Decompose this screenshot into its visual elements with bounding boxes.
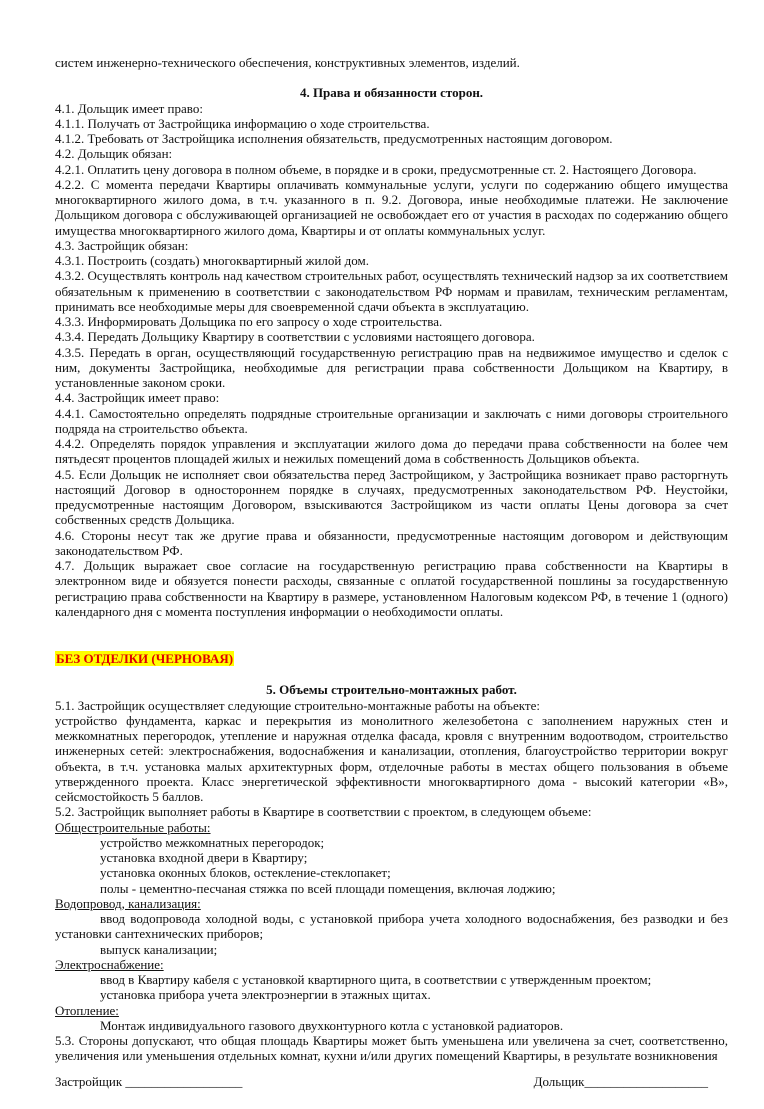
clause-4-paragraph: 4.3. Застройщик обязан: [55,237,189,253]
clause-4-paragraph: 4.4. Застройщик имеет право: [55,390,220,406]
highlighted-label: БЕЗ ОТДЕЛКИ (ЧЕРНОВАЯ) [56,651,234,666]
clause-4-paragraph: 4.2.1. Оплатить цену договора в полном объеме, в порядке и в сроки, предусмотренные ст. 2. Настоящего Договора. [55,161,697,177]
developer-signature: Застройщик __________________ [55,1073,243,1089]
works-item: установка прибора учета электроэнергии в этажных щитах. [100,987,431,1003]
section-4-title: 4. Права и обязанности сторон. [299,85,484,101]
works-list [55,820,728,1034]
section-4-body [55,101,728,620]
clause-4-paragraph: 4.3.3. Информировать Дольщика по его запросу о ходе строительства. [55,314,443,329]
clause-4-paragraph: 4.2. Дольщик обязан: [55,146,173,162]
works-item: ввод водопровода холодной воды, с установкой прибора учета холодного водоснабжения, без разводки и без установки сантехнических приборов; [55,911,728,942]
clause-4-paragraph: 4.1. Дольщик имеет право: [55,100,203,116]
works-item: устройство межкомнатных перегородок; [100,834,325,850]
intro-text: систем инженерно-технического обеспечения, конструктивных элементов, изделий. [55,55,520,70]
clause-5-3: 5.3. Стороны допускают, что общая площадь Квартиры может быть уменьшена или увеличена за счет, соответственно, увеличения или уменьшения отдельных комнат, кухни и/или других помещений Квартиры, в результате возникновения [55,1033,728,1064]
clause-4-paragraph: 4.4.1. Самостоятельно определять подрядные строительные организации и заключать с ними договоры строительного подряда на строительство объекта. [55,405,728,436]
clause-4-paragraph: 4.3.5. Передать в орган, осуществляющий государственную регистрацию прав на недвижимое имущество и сделок с ним, документы Застройщика, необходимые для регистрации права собственности Дольщиком на Квартиру, в установленные законом сроки. [55,344,728,390]
signature-footer [55,1074,728,1089]
clause-5-1: 5.1. Застройщик осуществляет следующие строительно-монтажные работы на объекте: [55,697,540,713]
section-5-title: 5. Объемы строительно-монтажных работ. [266,682,517,698]
clause-4-paragraph: 4.3.1. Построить (создать) многоквартирный жилой дом. [55,253,369,268]
works-group-heading: Общестроительные работы: [55,819,211,835]
clause-4-paragraph: 4.2.2. С момента передачи Квартиры оплачивать коммунальные услуги, услуги по содержанию общего имущества многоквартирного жилого дома, в т.ч. указанного в п. 9.2. Договора, иные необходимые платежи. Не заключение Дольщиком договора с обслуживающей организацией не освобождает его от участия в расходах по содержанию общего имущества многоквартирного жилого дома, Квартиры и от оплаты коммунальных услуг. [55,176,728,238]
clause-5-2: 5.2. Застройщик выполняет работы в Квартире в соответствии с проектом, в следующем объеме: [55,804,592,820]
works-group-heading: Отопление: [55,1002,119,1018]
works-group-heading: Электроснабжение: [55,956,164,972]
clause-5-1-body: устройство фундамента, каркас и перекрытия из монолитного железобетона с заполнением наружных стен и межкомнатных перегородок, утепление и наружная отделка фасада, кровля с внутренним водоотводом, строительство инженерных сетей: электроснабжения, водоснабжения и канализации, отопления, благоустройство территории вокруг объекта, в т.ч. установка малых архитектурных форм, отделочные работы в местах общего пользования в объеме утвержденного проекта. Класс энергетической эффективности многоквартирного дома - высокий категории «В», сейсмостойкость 5 баллов. [55,712,728,804]
shareholder-signature: Дольщик___________________ [533,1073,708,1089]
finish-type-note [55,651,728,666]
works-item: выпуск канализации; [100,941,218,957]
works-item: ввод в Квартиру кабеля с установкой квартирного щита, в соответствии с утвержденным проектом; [100,972,652,987]
works-item: полы - цементно-песчаная стяжка по всей площади помещения, включая лоджию; [100,880,556,896]
works-item: установка входной двери в Квартиру; [100,850,308,865]
clause-4-paragraph: 4.7. Дольщик выражает свое согласие на государственную регистрацию права собственности на Квартиры в электронном виде и обязуется понести расходы, связанные с оплатой государственной пошлины за государственную регистрацию права собственности на Квартиру в размере, установленном Налоговым кодексом РФ, в течение 1 (одного) календарного дня с момента поступления информации о необходимости оплаты. [55,558,728,619]
clause-4-paragraph: 4.3.4. Передать Дольщику Квартиру в соответствии с условиями настоящего договора. [55,329,535,345]
clause-4-paragraph: 4.3.2. Осуществлять контроль над качеством строительных работ, осуществлять технический надзор за их соответствием обязательным к применению в соответствии с законодательством РФ нормам и правилам, техническим регламентам, принимать все необходимые меры для своевременной сдачи объекта в эксплуатацию. [55,268,728,314]
works-item: Монтаж индивидуального газового двухконтурного котла с установкой радиаторов. [100,1017,564,1033]
clause-4-paragraph: 4.6. Стороны несут так же другие права и обязанности, предусмотренные настоящим договором и действующим законодательством РФ. [55,527,728,558]
works-item: установка оконных блоков, остекление-стеклопакет; [100,865,391,881]
works-group-heading: Водопровод, канализация: [55,895,201,911]
clause-4-paragraph: 4.1.1. Получать от Застройщика информацию о ходе строительства. [55,115,430,131]
clause-4-paragraph: 4.1.2. Требовать от Застройщика исполнения обязательств, предусмотренных настоящим договором. [55,131,613,146]
clause-4-paragraph: 4.4.2. Определять порядок управления и эксплуатации жилого дома до передачи права собственности на более чем пятьдесят процентов площадей жилых и нежилых помещений дома в собственность Дольщиков объекта. [55,436,728,467]
clause-4-paragraph: 4.5. Если Дольщик не исполняет свои обязательства перед Застройщиком, у Застройщика возникает право расторгнуть настоящий Договор в одностороннем порядке в случаях, предусмотренных законодательством РФ. Неустойки, предусмотренные настоящим Договором, взыскиваются Застройщиком из части оплаты Цены договора за счет собственных средств Дольщика. [55,466,728,528]
